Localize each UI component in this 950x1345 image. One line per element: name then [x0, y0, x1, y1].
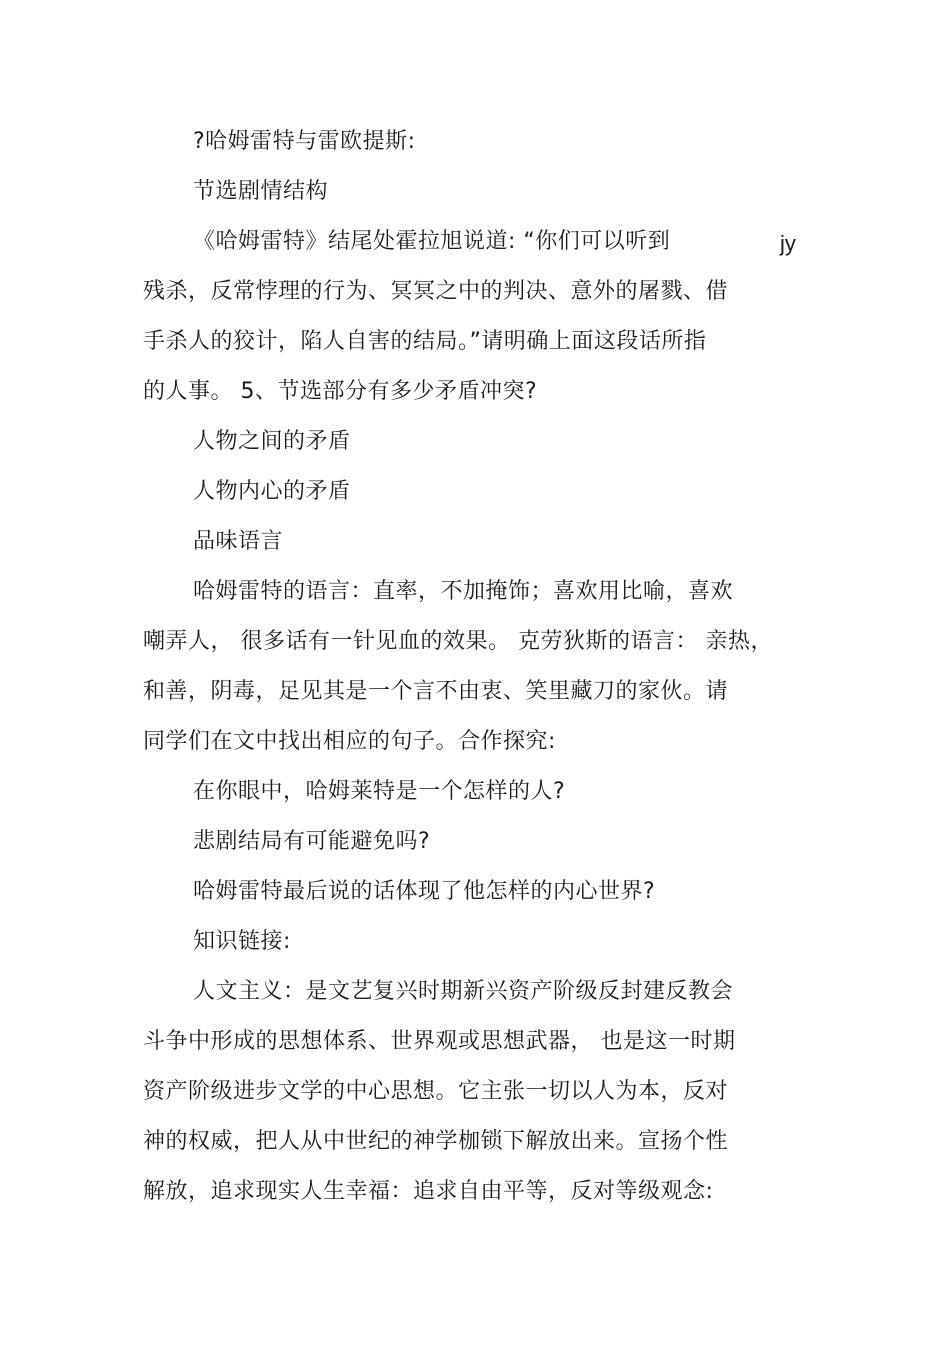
text-line: ?哈姆雷特与雷欧提斯:	[193, 129, 416, 154]
text-line: 和善，阴毒，足见其是一个言不由衷、笑里藏刀的家伙。请	[143, 679, 729, 704]
text-line: 同学们在文中找出相应的句子。合作探究:	[143, 729, 556, 754]
text-line: 嘲弄人， 很多话有一针见血的效果。 克劳狄斯的语言： 亲热，	[143, 629, 773, 654]
text-line: 解放，追求现实人生幸福：追求自由平等，反对等级观念:	[143, 1179, 714, 1204]
text-line: 节选剧情结构	[193, 179, 329, 204]
text-line: 人物内心的矛盾	[193, 479, 351, 504]
text-line: 手杀人的狡计，陷人自害的结局。”请明确上面这段话所指	[143, 329, 707, 354]
text-line: 资产阶级进步文学的中心思想。它主张一切以人为本，反对	[143, 1079, 729, 1104]
text-line: 哈姆雷特最后说的话体现了他怎样的内心世界?	[193, 879, 656, 904]
text-line: 的人事。 5、节选部分有多少矛盾冲突?	[143, 379, 538, 404]
text-line: 《哈姆雷特》结尾处霍拉旭说道: “你们可以听到	[193, 229, 671, 254]
text-line: 知识链接:	[193, 929, 291, 954]
text-line: 斗争中形成的思想体系、世界观或思想武器， 也是这一时期	[143, 1029, 736, 1054]
text-line: 在你眼中，哈姆莱特是一个怎样的人?	[193, 779, 566, 804]
text-line: 人文主义：是文艺复兴时期新兴资产阶级反封建反教会	[193, 979, 734, 1004]
text-line: 残杀，反常悖理的行为、冥冥之中的判决、意外的屠戮、借	[143, 279, 729, 304]
side-note: jy	[780, 231, 796, 256]
text-line: 神的权威，把人从中世纪的神学枷锁下解放出来。宣扬个性	[143, 1129, 729, 1154]
text-line: 品味语言	[193, 529, 284, 554]
text-line: 哈姆雷特的语言：直率，不加掩饰；喜欢用比喻，喜欢	[193, 579, 734, 604]
text-line: 悲剧结局有可能避免吗?	[193, 829, 431, 854]
text-line: 人物之间的矛盾	[193, 429, 351, 454]
